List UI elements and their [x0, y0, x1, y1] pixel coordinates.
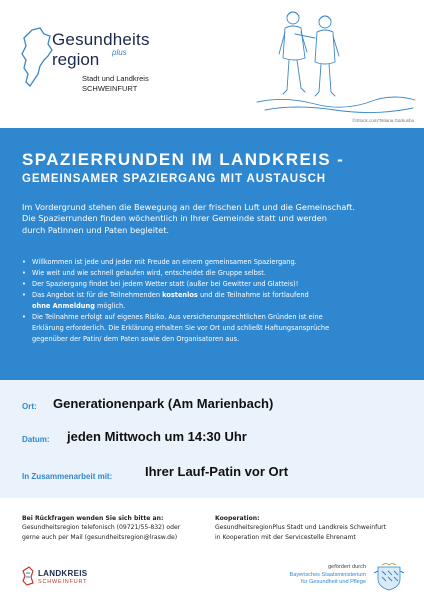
- landkreis-text: LANDKREIS: [38, 569, 88, 578]
- contact-heading: Bei Rückfragen wenden Sie sich bitte an:: [22, 515, 164, 522]
- logo-text-stadt-landkreis: Stadt und Landkreis: [82, 74, 149, 83]
- bullet-item: [22, 279, 414, 290]
- contact-line: gerne auch per Mail (gesundheitsregion@lrasw.de): [22, 533, 178, 541]
- logo-text-region: region: [52, 50, 100, 69]
- bullet-text: Der Spaziergang findet bei jedem Wetter statt (außer bei Gewitter und Glatteis)!: [32, 280, 299, 288]
- bullet-text: gegenüber der Patin/ dem Paten sowie den Organisatoren aus.: [32, 335, 240, 343]
- zusammenarbeit-label: In Zusammenarbeit mit:: [22, 472, 113, 481]
- intro-line: Die Spazierrunden finden wöchentlich in Ihrer Gemeinde statt und werden: [22, 213, 327, 224]
- sponsor-line: Bayerisches Staatsministerium: [289, 571, 366, 578]
- zusammenarbeit-value: Ihrer Lauf-Patin vor Ort: [145, 464, 289, 479]
- main-panel: [0, 128, 424, 380]
- bullet-emphasis-kostenlos: kostenlos: [162, 291, 198, 299]
- bullet-text: Wie weit und wie schnell gelaufen wird, entscheidet die Gruppe selbst.: [32, 269, 266, 277]
- bullet-text: Die Teilnahme erfolgt auf eigenes Risiko. Aus versicherungsrechtlichen Gründen ist eine: [32, 313, 323, 321]
- info-bullet-list: [22, 257, 414, 345]
- cooperation-heading: Kooperation:: [215, 515, 260, 522]
- intro-line: durch Patinnen und Paten begleitet.: [22, 224, 170, 235]
- page-title: SPAZIERRUNDEN IM LANDKREIS -: [22, 150, 345, 169]
- bullet-text: Willkommen ist jede und jeder mit Freude an einem gemeinsamen Spaziergang.: [32, 258, 297, 266]
- sponsor-line: für Gesundheit und Pflege: [301, 579, 366, 586]
- bullet-text: und die Teilnahme ist fortlaufend: [197, 291, 309, 299]
- bullet-item: [22, 268, 414, 279]
- bullet-emphasis-ohne-anmeldung: ohne Anmeldung: [32, 302, 95, 310]
- walking-couple-illustration: [255, 4, 420, 116]
- cooperation-block: [215, 514, 415, 542]
- bullet-text: Das Angebot ist für die Teilnehmenden: [32, 291, 163, 299]
- header: [0, 0, 424, 128]
- gesundheitsregion-logo: [18, 26, 158, 106]
- logo-text-gesundheits: Gesundheits: [52, 30, 150, 49]
- intro-text: [22, 202, 412, 236]
- bavarian-coat-of-arms-icon: [372, 563, 406, 591]
- contact-block: [22, 514, 212, 542]
- photo-credit: ©iStock.com/Tatiana Garkusha: [352, 118, 414, 123]
- event-details: [0, 380, 424, 498]
- ort-label: Ort:: [22, 402, 37, 411]
- cooperation-line: GesundheitsregionPlus Stadt und Landkreis Schweinfurt: [215, 524, 387, 532]
- bullet-text: möglich.: [94, 302, 126, 310]
- sponsor-line: gefördert durch: [328, 564, 366, 570]
- bullet-item: [22, 257, 414, 268]
- schweinfurt-text: SCHWEINFURT: [38, 579, 88, 585]
- sponsor-text: [290, 564, 366, 587]
- bullet-item: [22, 290, 414, 312]
- landkreis-icon: [20, 565, 36, 587]
- logo-text-plus: plus: [112, 48, 127, 57]
- bullet-text: Erklärung erforderlich. Die Erklärung erhalten Sie vor Ort und schließt Haftungsansprüche: [32, 324, 330, 332]
- datum-value: jeden Mittwoch um 14:30 Uhr: [67, 429, 247, 444]
- intro-line: Im Vordergrund stehen die Bewegung an der frischen Luft und die Gemeinschaft.: [22, 202, 355, 212]
- page-subtitle: GEMEINSAMER SPAZIERGANG MIT AUSTAUSCH: [22, 173, 326, 185]
- bullet-item: [22, 312, 414, 345]
- landkreis-schweinfurt-logo: [20, 565, 100, 593]
- datum-label: Datum:: [22, 435, 50, 444]
- ort-value: Generationenpark (Am Marienbach): [53, 396, 274, 411]
- cooperation-line: in Kooperation mit der Servicestelle Ehrenamt: [215, 533, 356, 541]
- contact-line: Gesundheitsregion telefonisch (09721/55-832) oder: [22, 524, 181, 532]
- logo-text-schweinfurt: SCHWEINFURT: [82, 84, 138, 93]
